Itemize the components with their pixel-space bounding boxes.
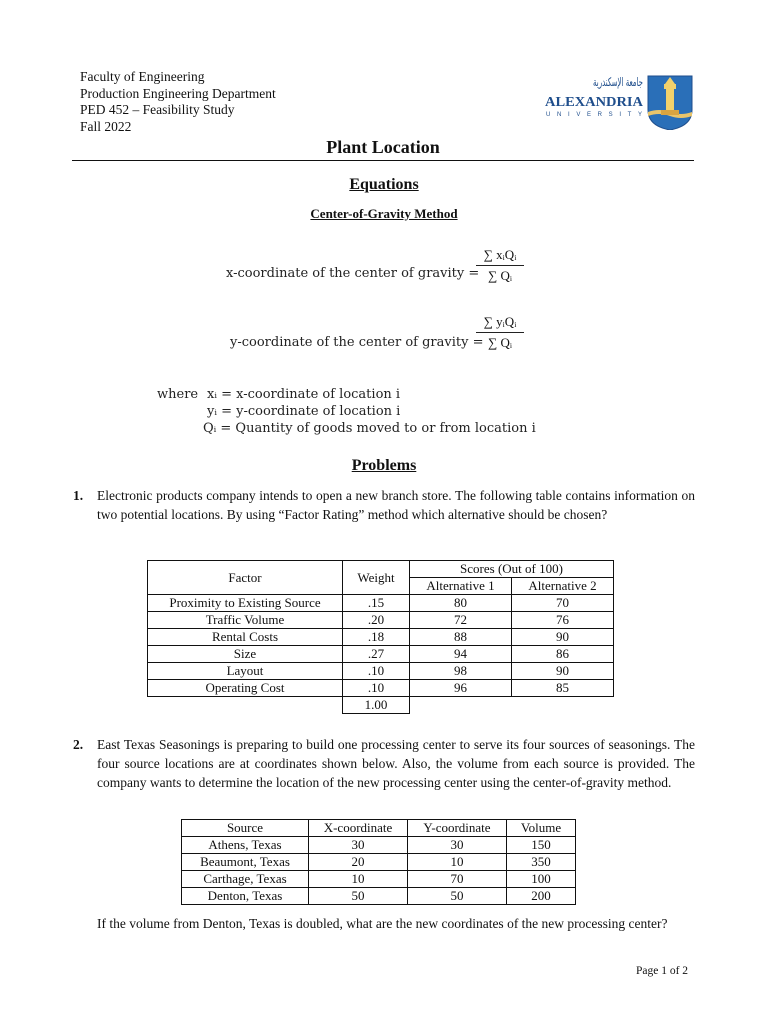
- table-row: [148, 629, 614, 646]
- col-header-alt2: Alternative 2: [512, 578, 614, 595]
- header-line-term: Fall 2022: [80, 118, 132, 134]
- y-equation-fraction: [476, 314, 524, 351]
- cell-factor: Proximity to Existing Source: [148, 595, 343, 612]
- cell-source: Beaumont, Texas: [182, 854, 309, 871]
- cell-alt2: 86: [512, 646, 614, 663]
- page-title: Plant Location: [326, 137, 440, 157]
- university-logo: [545, 72, 695, 130]
- cell-weight: .10: [343, 680, 410, 697]
- col-header-scores: Scores (Out of 100): [410, 561, 614, 578]
- cell-alt2: 85: [512, 680, 614, 697]
- cell-weight: .20: [343, 612, 410, 629]
- cell-source: Carthage, Texas: [182, 871, 309, 888]
- problem-number: 2.: [73, 737, 84, 752]
- cell-volume: 150: [507, 837, 576, 854]
- cell-alt2: 90: [512, 629, 614, 646]
- equations-heading: Equations: [349, 176, 419, 193]
- title-rule: [72, 160, 694, 161]
- cell-x: 20: [309, 854, 408, 871]
- logo-sub-text: UNIVERSITY: [546, 112, 642, 118]
- table-row: [182, 854, 576, 871]
- page-number: Page 1 of 2: [636, 965, 689, 977]
- follow-up-question: [73, 914, 695, 933]
- cell-alt2: 90: [512, 663, 614, 680]
- follow-up-text: If the volume from Denton, Texas is doubled, what are the new coordinates of the new processing center?: [97, 916, 668, 931]
- variable-definitions: [157, 386, 536, 437]
- cell-volume: 200: [507, 888, 576, 905]
- cell-x: 50: [309, 888, 408, 905]
- cell-alt1: 96: [410, 680, 512, 697]
- table-row: [148, 663, 614, 680]
- table-row: [148, 612, 614, 629]
- table-row: [148, 595, 614, 612]
- y-equation-numerator: ∑ yᵢQᵢ: [483, 314, 517, 329]
- cell-alt2: 70: [512, 595, 614, 612]
- header-line-faculty: Faculty of Engineering: [80, 69, 205, 84]
- total-row: [148, 697, 614, 714]
- problem-number: 1.: [73, 488, 84, 503]
- table-row: [148, 646, 614, 663]
- cell-alt1: 98: [410, 663, 512, 680]
- x-equation-fraction: [476, 247, 524, 284]
- problem-1: [73, 486, 695, 524]
- cell-alt1: 88: [410, 629, 512, 646]
- col-header-factor: Factor: [148, 561, 343, 595]
- table-row: [182, 888, 576, 905]
- col-header-alt1: Alternative 1: [410, 578, 512, 595]
- cell-volume: 350: [507, 854, 576, 871]
- problem-2: [73, 735, 695, 792]
- x-equation-numerator: ∑ xᵢQᵢ: [483, 247, 517, 262]
- table-row: [182, 837, 576, 854]
- cell-source: Athens, Texas: [182, 837, 309, 854]
- col-header-y: Y-coordinate: [408, 820, 507, 837]
- lighthouse-shield-icon: [648, 76, 692, 130]
- cell-weight: .10: [343, 663, 410, 680]
- col-header-weight: Weight: [343, 561, 410, 595]
- fraction-bar: [476, 265, 524, 266]
- course-header: [80, 69, 276, 135]
- cell-weight: .15: [343, 595, 410, 612]
- cell-factor: Rental Costs: [148, 629, 343, 646]
- header-line-department: Production Engineering Department: [80, 85, 276, 101]
- x-equation-label: x-coordinate of the center of gravity =: [226, 266, 480, 281]
- cell-factor: Size: [148, 646, 343, 663]
- cell-weight: .27: [343, 646, 410, 663]
- cell-x: 30: [309, 837, 408, 854]
- cell-volume: 100: [507, 871, 576, 888]
- problem-text: East Texas Seasonings is preparing to build one processing center to serve its four sources of seasonings. The four source locations are at coordinates shown below. Also, the volume from each source is provided. The company wants to determine the location of the new processing center using the center-of-gravity method.: [97, 737, 695, 790]
- cell-weight: .18: [343, 629, 410, 646]
- fraction-bar: [476, 332, 524, 333]
- definition-x: xᵢ = x-coordinate of location i: [207, 387, 401, 402]
- y-equation-label: y-coordinate of the center of gravity =: [230, 335, 484, 350]
- y-equation-denominator: ∑ Qᵢ: [487, 335, 513, 350]
- logo-name-text: ALEXANDRIA: [545, 95, 644, 110]
- cell-factor: Traffic Volume: [148, 612, 343, 629]
- cell-alt1: 94: [410, 646, 512, 663]
- col-header-volume: Volume: [507, 820, 576, 837]
- cell-factor: Layout: [148, 663, 343, 680]
- cell-alt2: 76: [512, 612, 614, 629]
- problems-heading: Problems: [351, 457, 417, 474]
- cell-y: 10: [408, 854, 507, 871]
- source-locations-table: [181, 819, 576, 905]
- cell-y: 50: [408, 888, 507, 905]
- cell-source: Denton, Texas: [182, 888, 309, 905]
- col-header-source: Source: [182, 820, 309, 837]
- logo-arabic-text: جامعة الإسكندرية: [593, 75, 679, 89]
- cell-x: 10: [309, 871, 408, 888]
- definition-y: yᵢ = y-coordinate of location i: [207, 404, 401, 419]
- cell-alt1: 72: [410, 612, 512, 629]
- definition-q: Qᵢ = Quantity of goods moved to or from location i: [203, 421, 536, 436]
- problem-text: Electronic products company intends to open a new branch store. The following table contains information on two potential locations. By using “Factor Rating” method which alternative should be chosen?: [97, 488, 695, 522]
- cell-alt1: 80: [410, 595, 512, 612]
- x-equation-denominator: ∑ Qᵢ: [487, 268, 513, 283]
- factor-rating-table: [147, 560, 614, 714]
- cell-y: 70: [408, 871, 507, 888]
- header-line-course: PED 452 – Feasibility Study: [80, 102, 235, 117]
- table-row: [182, 871, 576, 888]
- where-label: where: [157, 387, 199, 402]
- cell-y: 30: [408, 837, 507, 854]
- cell-weight-total: 1.00: [343, 697, 410, 714]
- table-row: [148, 680, 614, 697]
- method-heading: Center-of-Gravity Method: [310, 206, 458, 221]
- col-header-x: X-coordinate: [309, 820, 408, 837]
- cell-factor: Operating Cost: [148, 680, 343, 697]
